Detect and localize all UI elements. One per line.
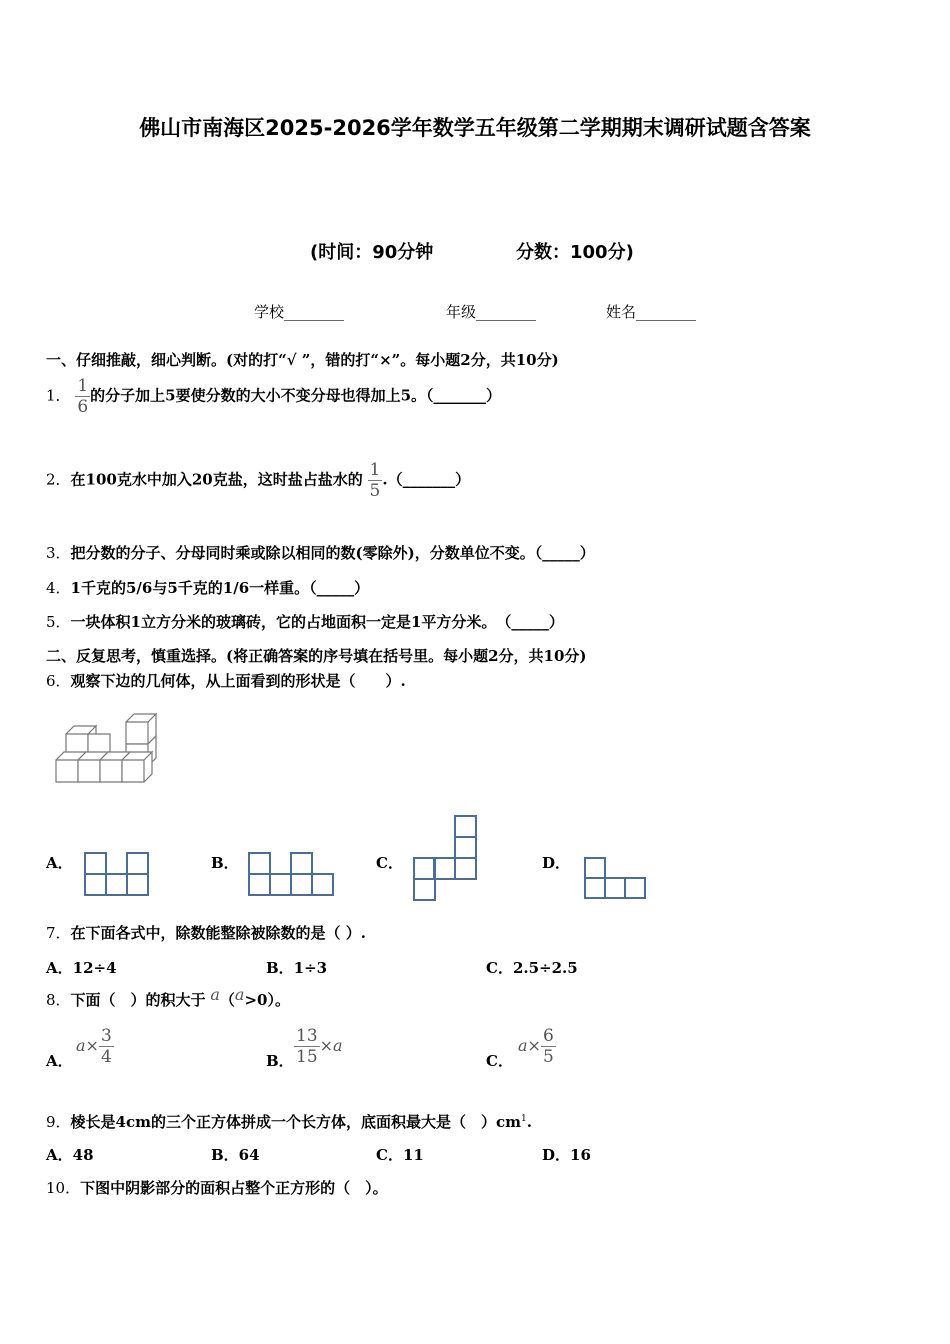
question-4 <box>46 578 369 598</box>
q8-a-num: 3 <box>100 1026 112 1046</box>
school-field[interactable]: 学校________ <box>254 303 345 321</box>
q6-option-d[interactable]: D． <box>542 854 571 872</box>
q7-option-c[interactable]: C．2.5÷2.5 <box>486 959 578 977</box>
q6-cube-figure <box>52 710 162 790</box>
q5-text: 一块体积1立方分米的玻璃砖，它的占地面积一定是1平方分米。 （_____） <box>70 613 564 631</box>
question-7 <box>46 923 366 943</box>
q9-superscript: 1 <box>521 1114 527 1124</box>
q6-option-c[interactable]: C． <box>376 854 403 872</box>
q7-option-b[interactable]: B．1÷3 <box>266 959 328 977</box>
q4-text: 1千克的5/6与5千克的1/6一样重。（_____） <box>70 579 370 597</box>
q8-option-b-expr[interactable] <box>294 1026 343 1067</box>
q2-tail: .（_______） <box>382 470 471 489</box>
question-3 <box>46 543 595 563</box>
q8-b-fraction <box>294 1026 320 1067</box>
q6-option-a-shape[interactable] <box>84 852 150 898</box>
exam-score: 分数：100分) <box>516 242 634 263</box>
q9-option-a[interactable]: A．48 <box>46 1146 94 1164</box>
question-8 <box>46 985 290 1010</box>
q8-option-a[interactable]: A． <box>46 1052 73 1070</box>
q8-c-num: 6 <box>542 1026 554 1046</box>
section-1-heading: 一、仔细推敲，细心判断。(对的打“√ ”，错的打“×”。每小题2分，共10分) <box>46 351 559 369</box>
q9-number: 9． <box>46 1113 71 1131</box>
q2-frac-denominator: 5 <box>369 481 381 501</box>
q6-option-a[interactable]: A． <box>46 854 73 872</box>
q8-var-a: a <box>210 985 220 1004</box>
q1-frac-numerator: 1 <box>77 376 89 396</box>
q8-option-c-expr[interactable] <box>518 1026 556 1067</box>
exam-time: (时间：90分钟 <box>310 242 434 263</box>
q2-text: 在100克水中加入20克盐，这时盐占盐水的 <box>70 470 363 489</box>
q8-b-right: ×a <box>319 1036 343 1055</box>
q8-number: 8． <box>46 991 71 1009</box>
q8-text-b: （ <box>219 991 235 1009</box>
q6-option-b-shape[interactable] <box>248 852 338 898</box>
q8-c-left: a× <box>518 1036 541 1055</box>
q8-option-a-expr[interactable] <box>76 1026 114 1067</box>
q2-number: 2． <box>46 470 71 489</box>
q9-option-b[interactable]: B．64 <box>211 1146 260 1164</box>
question-1 <box>46 376 501 417</box>
question-10 <box>46 1178 388 1198</box>
q7-option-a[interactable]: A．12÷4 <box>46 959 117 977</box>
q8-c-den: 5 <box>542 1047 554 1067</box>
q6-option-c-shape[interactable] <box>413 815 479 901</box>
q10-number: 10． <box>46 1179 81 1197</box>
section-2-heading: 二、反复思考，慎重选择。(将正确答案的序号填在括号里。每小题2分，共10分) <box>46 647 587 665</box>
q6-option-d-shape[interactable] <box>584 857 650 903</box>
q8-option-b[interactable]: B． <box>266 1052 294 1070</box>
name-field[interactable]: 姓名________ <box>606 303 697 321</box>
q8-var-a-2: a <box>234 985 245 1004</box>
q9-option-d[interactable]: D．16 <box>542 1146 591 1164</box>
q8-a-left: a× <box>76 1036 99 1055</box>
q6-number: 6． <box>46 672 71 690</box>
grade-field[interactable]: 年级________ <box>446 303 537 321</box>
q6-option-b[interactable]: B． <box>211 854 239 872</box>
q9-option-c[interactable]: C．11 <box>376 1146 424 1164</box>
question-2 <box>46 460 470 501</box>
q3-number: 3． <box>46 544 71 562</box>
q8-option-c[interactable]: C． <box>486 1052 513 1070</box>
q8-a-den: 4 <box>100 1047 112 1067</box>
q6-text: 观察下边的几何体，从上面看到的形状是（ ）. <box>70 672 406 690</box>
q1-frac-denominator: 6 <box>77 397 89 417</box>
q9-tail: . <box>526 1113 532 1131</box>
q8-b-num: 13 <box>296 1026 318 1046</box>
page-title: 佛山市南海区2025-2026学年数学五年级第二学期期末调研试题含答案 <box>139 116 811 140</box>
q7-text: 在下面各式中，除数能整除被除数的是（ ）. <box>70 924 366 942</box>
q5-number: 5． <box>46 613 71 631</box>
q1-fraction <box>75 376 90 417</box>
q8-b-den: 15 <box>296 1047 318 1067</box>
q8-c-fraction <box>541 1026 556 1067</box>
q2-frac-numerator: 1 <box>369 460 381 480</box>
q3-text: 把分数的分子、分母同时乘或除以相同的数(零除外)，分数单位不变。（_____） <box>70 544 595 562</box>
q8-text-a: 下面（ ）的积大于 <box>70 991 206 1009</box>
q1-text: 的分子加上5要使分数的大小不变分母也得加上5。（_______） <box>90 386 502 405</box>
q8-text-c: >0）。 <box>244 991 290 1009</box>
q1-number: 1． <box>46 386 71 405</box>
q4-number: 4． <box>46 579 71 597</box>
q8-a-fraction <box>99 1026 114 1067</box>
question-6 <box>46 671 406 691</box>
question-5 <box>46 612 564 632</box>
q9-text: 棱长是4cm的三个正方体拼成一个长方体，底面积最大是（ ）cm <box>70 1113 521 1131</box>
q10-text: 下图中阴影部分的面积占整个正方形的（ ）。 <box>80 1179 388 1197</box>
q7-number: 7． <box>46 924 71 942</box>
question-9 <box>46 1109 532 1132</box>
q2-fraction <box>368 460 383 501</box>
